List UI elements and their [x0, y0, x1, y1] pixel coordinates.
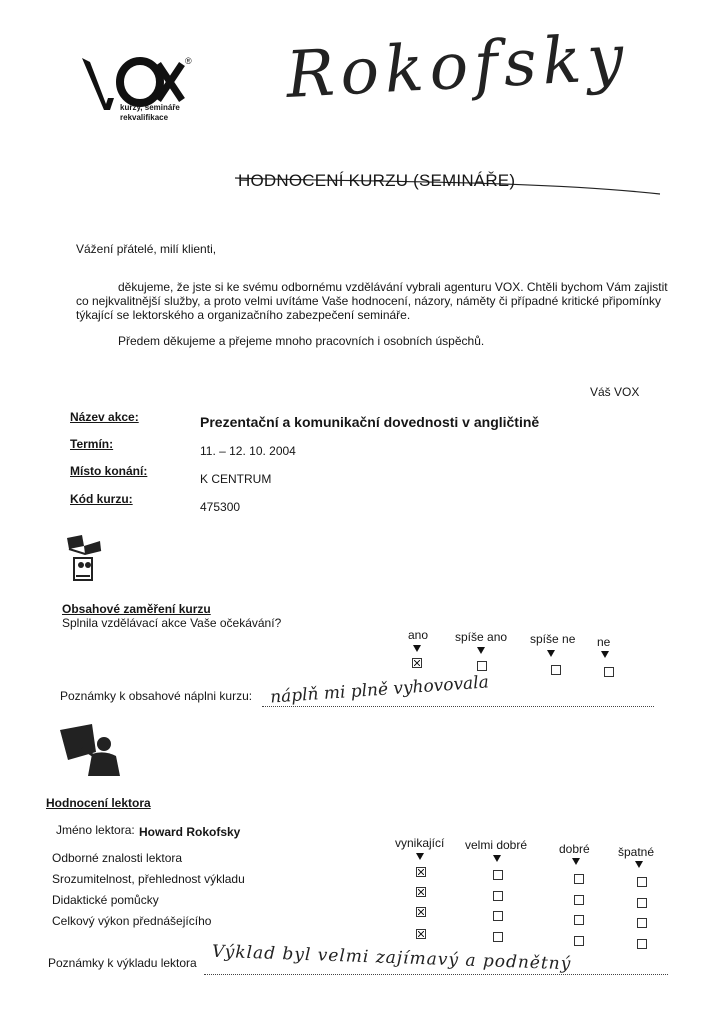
arrow-down-icon	[572, 858, 580, 865]
checkbox-ne[interactable]	[604, 667, 614, 677]
rating-2-dobre[interactable]	[574, 895, 584, 905]
lecturer-name-label: Jméno lektora:	[56, 823, 135, 837]
arrow-down-icon	[601, 651, 609, 658]
rating-1-spatne[interactable]	[637, 877, 647, 887]
checkbox-spise-ne[interactable]	[551, 665, 561, 675]
option-label-ano: ano	[408, 628, 429, 642]
arrow-down-icon	[416, 853, 424, 860]
rating-3-spatne[interactable]	[637, 918, 647, 928]
checkbox-spise-ano[interactable]	[477, 661, 487, 671]
course-name-label: Název akce:	[70, 410, 139, 424]
course-place-label: Místo konání:	[70, 464, 148, 478]
lecturer-notes-line	[204, 974, 668, 975]
logo-tagline-1: kurzy, semináře	[120, 103, 180, 112]
course-code-label: Kód kurzu:	[70, 492, 133, 506]
option-label-spise-ne: spíše ne	[530, 632, 576, 646]
column-label-vynikajici: vynikající	[395, 836, 445, 850]
logo-tagline-2: rekvalifikace	[120, 113, 169, 122]
content-notes-label: Poznámky k obsahové náplni kurzu:	[60, 689, 253, 703]
course-code-value: 475300	[200, 500, 241, 514]
rating-row-label-2: Srozumitelnost, přehlednost výkladu	[52, 872, 245, 886]
letter-line-1: děkujeme, že jste si ke svému odbornému vzdělávání vybrali agenturu VOX. Chtěli bychom Vám zajistit	[118, 280, 668, 294]
letter-line-3: týkající se lektorského a organizačního zabezpečení semináře.	[76, 308, 411, 322]
logo-registered-mark: ®	[185, 56, 192, 66]
rating-1-dobre[interactable]	[574, 874, 584, 884]
lecturer-icon	[58, 722, 128, 778]
rating-2-velmi-dobre[interactable]	[493, 891, 503, 901]
content-section-title: Obsahové zaměření kurzu	[62, 602, 211, 616]
column-label-velmi-dobre: velmi dobré	[465, 838, 528, 852]
option-label-ne: ne	[597, 635, 611, 649]
rating-4-vynikajici[interactable]	[416, 929, 426, 939]
rating-1-velmi-dobre[interactable]	[493, 870, 503, 880]
rating-row-label-4: Celkový výkon přednášejícího	[52, 914, 212, 928]
lecturer-notes-label: Poznámky k výkladu lektora	[48, 956, 197, 970]
lecturer-notes-handwritten: Výklad byl velmi zajímavý a podnětný	[211, 941, 572, 975]
rating-3-velmi-dobre[interactable]	[493, 911, 503, 921]
column-label-dobre: dobré	[559, 842, 590, 856]
rating-4-spatne[interactable]	[637, 939, 647, 949]
content-notes-handwritten: náplň mi plně vyhovovala	[269, 672, 490, 708]
course-term-value: 11. – 12. 10. 2004	[200, 444, 296, 458]
rating-4-dobre[interactable]	[574, 936, 584, 946]
rating-1-vynikajici[interactable]	[416, 867, 426, 877]
letter-closing: Váš VOX	[590, 385, 640, 399]
arrow-down-icon	[413, 645, 421, 652]
lecturer-name-value: Howard Rokofsky	[139, 825, 241, 839]
content-question: Splnila vzdělávací akce Vaše očekávání?	[62, 616, 282, 630]
letter-line-2: co nejkvalitnější služby, a proto velmi uvítáme Vaše hodnocení, názory, náměty či případné kritické připomínky	[76, 294, 661, 308]
page-title: HODNOCENÍ KURZU (SEMINÁŘE)	[238, 171, 516, 190]
rating-row-label-3: Didaktické pomůcky	[52, 893, 159, 907]
book-reading-icon	[64, 532, 104, 584]
arrow-down-icon	[547, 650, 555, 657]
rating-2-spatne[interactable]	[637, 898, 647, 908]
arrow-down-icon	[477, 647, 485, 654]
lecturer-section-title: Hodnocení lektora	[46, 796, 151, 810]
arrow-down-icon	[635, 861, 643, 868]
rating-4-velmi-dobre[interactable]	[493, 932, 503, 942]
rating-row-label-1: Odborné znalosti lektora	[52, 851, 183, 865]
checkbox-ano[interactable]	[412, 658, 422, 668]
course-term-label: Termín:	[70, 437, 114, 451]
rating-3-dobre[interactable]	[574, 915, 584, 925]
option-label-spise-ano: spíše ano	[455, 630, 508, 644]
salutation: Vážení přátelé, milí klienti,	[76, 242, 217, 256]
rating-2-vynikajici[interactable]	[416, 887, 426, 897]
course-name-value: Prezentační a komunikační dovednosti v angličtině	[200, 414, 540, 430]
letter-thanks: Předem děkujeme a přejeme mnoho pracovních i osobních úspěchů.	[118, 334, 485, 348]
content-notes-line	[262, 706, 654, 707]
arrow-down-icon	[493, 855, 501, 862]
column-label-spatne: špatné	[618, 845, 655, 859]
course-place-value: K CENTRUM	[200, 472, 272, 486]
handwritten-signature: Rokofsky	[284, 21, 632, 113]
rating-3-vynikajici[interactable]	[416, 907, 426, 917]
